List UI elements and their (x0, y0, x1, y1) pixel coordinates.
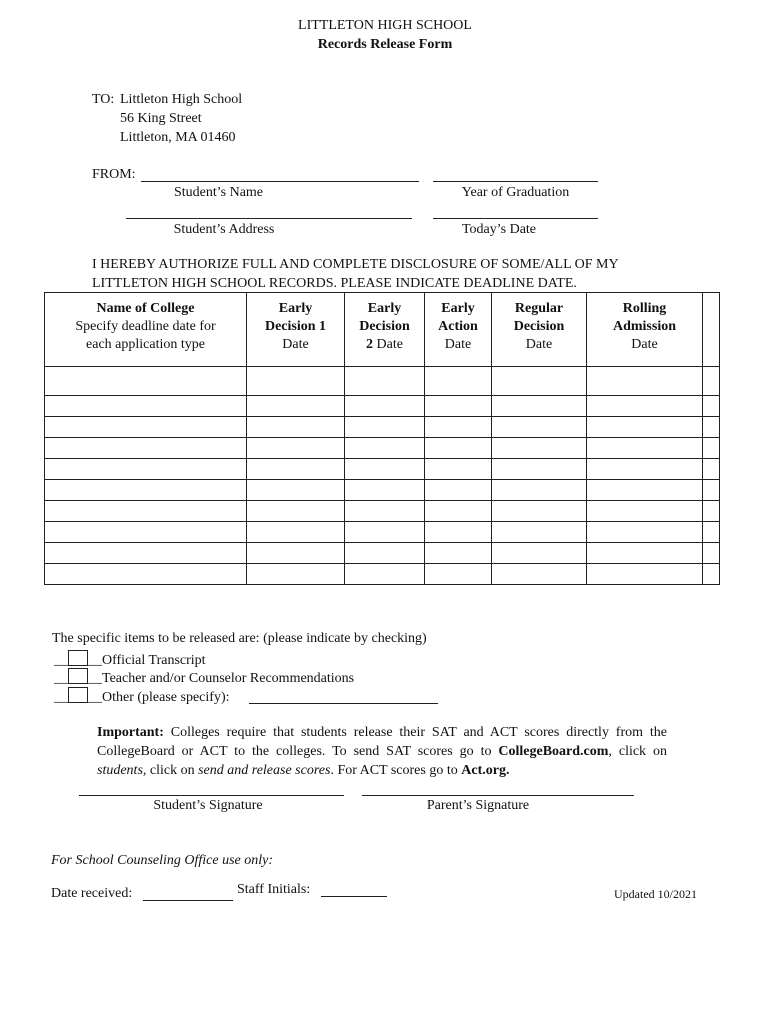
act-link[interactable]: Act.org. (461, 763, 510, 778)
table-header-row (45, 293, 720, 367)
header-early-decision-1: Early Decision 1 Date (247, 293, 345, 367)
table-row[interactable] (45, 522, 720, 543)
authorization-line-2: LITTLETON HIGH SCHOOL RECORDS. PLEASE INDICATE DEADLINE DATE. (92, 276, 577, 291)
table-row[interactable] (45, 564, 720, 585)
collegeboard-link[interactable]: CollegeBoard.com (498, 744, 609, 759)
header-regular-decision: Regular Decision Date (492, 293, 587, 367)
table-row[interactable] (45, 396, 720, 417)
student-signature-field[interactable] (79, 795, 344, 796)
school-name: LITTLETON HIGH SCHOOL (298, 18, 472, 33)
item-other: __ __Other (please specify): (54, 687, 230, 706)
table-row[interactable] (45, 367, 720, 396)
parent-signature-field[interactable] (362, 795, 634, 796)
staff-initials-field[interactable] (321, 896, 387, 897)
student-address-caption: Student’s Address (173, 222, 275, 237)
office-use-heading: For School Counseling Office use only: (51, 853, 274, 868)
item-official-transcript: __ __Official Transcript (54, 650, 206, 669)
other-checkbox[interactable] (68, 687, 88, 703)
items-intro: The specific items to be released are: (please indicate by checking) (52, 631, 427, 646)
item-recommendations: __ __Teacher and/or Counselor Recommendations (54, 668, 354, 687)
table-row[interactable] (45, 438, 720, 459)
student-name-field[interactable] (141, 181, 419, 182)
other-specify-field[interactable] (249, 703, 438, 704)
date-received-field[interactable] (143, 900, 233, 901)
college-deadline-table (44, 292, 720, 585)
important-note: Important: Colleges require that students release their SAT and ACT scores directly from the CollegeBoard or ACT to the colleges. To send SAT scores go to CollegeBoard.com, click on students, click on send and release scores. For ACT scores go to Act.org. (97, 725, 667, 778)
student-name-caption: Student’s Name (173, 185, 264, 200)
updated-date: Updated 10/2021 (614, 887, 697, 901)
graduation-year-caption: Year of Graduation (461, 185, 570, 200)
header-early-action: Early Action Date (425, 293, 492, 367)
header-early-decision-2: Early Decision 2 Date (345, 293, 425, 367)
official-transcript-label: Official Transcript (102, 653, 206, 668)
to-line-1: Littleton High School (120, 92, 243, 107)
table-row[interactable] (45, 543, 720, 564)
todays-date-field[interactable] (433, 218, 598, 219)
graduation-year-field[interactable] (433, 181, 598, 182)
table-row[interactable] (45, 501, 720, 522)
recommendations-label: Teacher and/or Counselor Recommendations (102, 671, 355, 686)
to-line-2: 56 King Street (120, 111, 202, 126)
to-line-3: Littleton, MA 01460 (120, 130, 236, 145)
header-extra (703, 293, 720, 367)
authorization-line-1: I HEREBY AUTHORIZE FULL AND COMPLETE DISCLOSURE OF SOME/ALL OF MY (92, 257, 619, 272)
student-signature-caption: Student’s Signature (153, 798, 263, 813)
staff-initials-label: Staff Initials: (237, 882, 311, 897)
to-label: TO: (92, 92, 115, 107)
todays-date-caption: Today’s Date (461, 222, 537, 237)
recommendations-checkbox[interactable] (68, 668, 88, 684)
date-received-label: Date received: (51, 886, 133, 901)
header-rolling-admission: Rolling Admission Date (587, 293, 703, 367)
table-row[interactable] (45, 459, 720, 480)
other-label: Other (please specify): (102, 690, 230, 705)
official-transcript-checkbox[interactable] (68, 650, 88, 666)
table-row[interactable] (45, 480, 720, 501)
form-title: Records Release Form (317, 37, 453, 52)
from-label: FROM: (92, 167, 136, 182)
table-row[interactable] (45, 417, 720, 438)
parent-signature-caption: Parent’s Signature (426, 798, 530, 813)
student-address-field[interactable] (126, 218, 412, 219)
header-name-of-college: Name of College Specify deadline date for each application type (45, 293, 247, 367)
